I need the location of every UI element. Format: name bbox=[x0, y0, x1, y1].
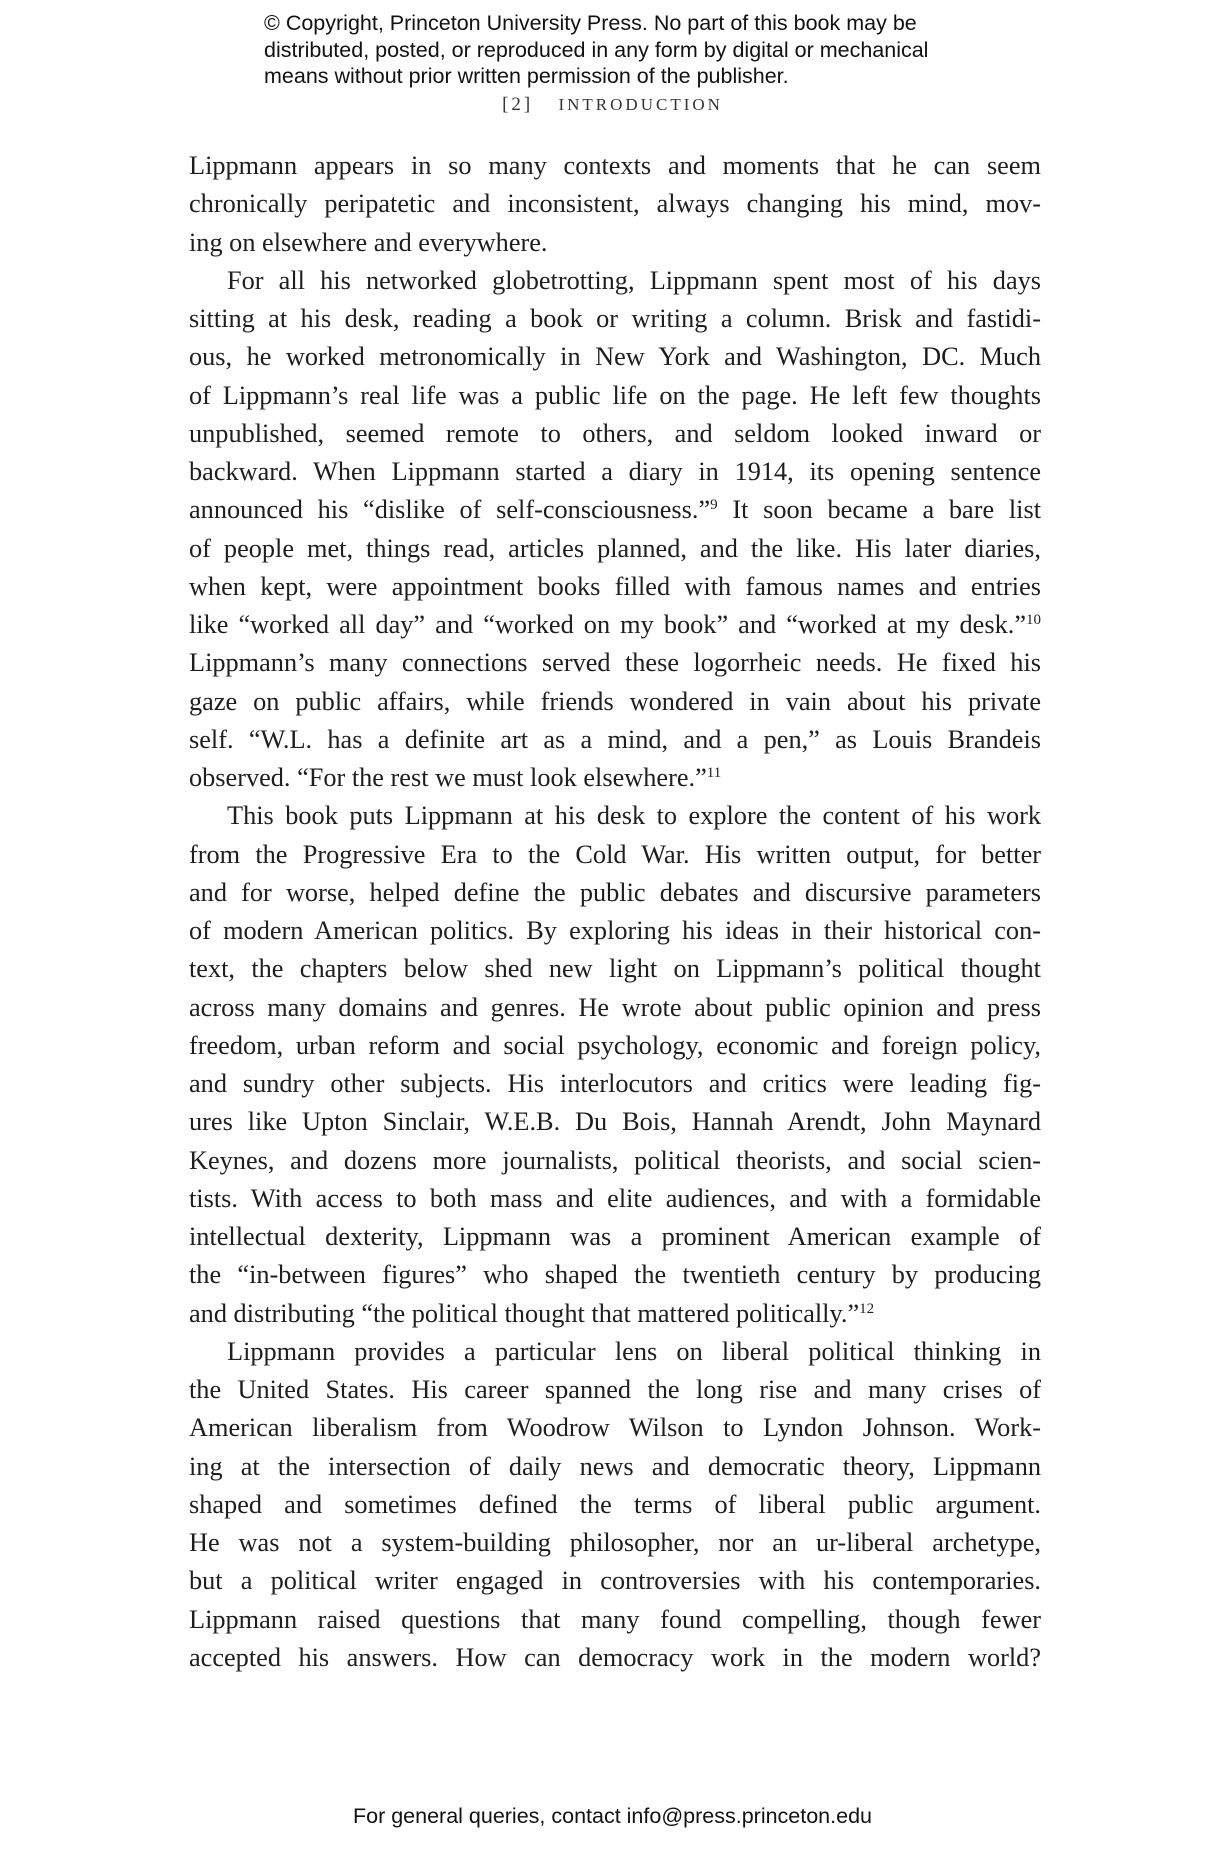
copyright-line: © Copyright, Princeton University Press. No part of this book may be bbox=[264, 11, 917, 35]
text-line: chronically peripatetic and inconsistent, always changing his mind, mov- bbox=[189, 189, 1041, 219]
text-line: For all his networked globetrotting, Lippmann spent most of his days bbox=[227, 265, 1041, 295]
text-line: Lippmann raised questions that many found compelling, though fewer bbox=[189, 1604, 1041, 1634]
text-line: from the Progressive Era to the Cold War. His written output, for better bbox=[189, 839, 1041, 869]
text-span: announced his “dislike of self-consciousness.” bbox=[189, 495, 711, 525]
text-line bbox=[189, 759, 1041, 797]
text-line: ures like Upton Sinclair, W.E.B. Du Bois, Hannah Arendt, John Maynard bbox=[189, 1107, 1041, 1137]
text-span: It soon became a bare list bbox=[717, 495, 1042, 525]
paragraph bbox=[189, 1333, 1041, 1677]
text-line: but a political writer engaged in controversies with his contemporaries. bbox=[189, 1566, 1041, 1596]
text-line: of modern American politics. By exploring his ideas in their historical con- bbox=[189, 916, 1041, 945]
text-span: like “worked all day” and “worked on my book” and “worked at my desk.” bbox=[189, 610, 1026, 639]
text-line: unpublished, seemed remote to others, and seldom looked inward or bbox=[189, 418, 1041, 448]
running-head bbox=[0, 94, 1225, 116]
text-line: and sundry other subjects. His interlocutors and critics were leading fig- bbox=[189, 1069, 1041, 1098]
footer-contact: For general queries, contact info@press.princeton.edu bbox=[352, 1804, 872, 1828]
chapter-title: INTRODUCTION bbox=[558, 95, 723, 114]
text-line: of Lippmann’s real life was a public life on the page. He left few thoughts bbox=[189, 380, 1041, 410]
text-line: text, the chapters below shed new light on Lippmann’s political thought bbox=[189, 954, 1041, 984]
text-line bbox=[189, 1295, 1041, 1333]
footnote-marker[interactable]: 9 bbox=[710, 497, 718, 514]
text-line bbox=[189, 491, 1041, 529]
text-line: the United States. His career spanned the long rise and many crises of bbox=[189, 1375, 1041, 1404]
text-line: backward. When Lippmann started a diary in 1914, its opening sentence bbox=[189, 457, 1041, 486]
text-line: when kept, were appointment books filled with famous names and entries bbox=[189, 571, 1041, 601]
text-line: Keynes, and dozens more journalists, political theorists, and social scien- bbox=[189, 1145, 1041, 1175]
text-line: freedom, urban reform and social psychology, economic and foreign policy, bbox=[189, 1030, 1041, 1060]
text-line: ing on elsewhere and everywhere. bbox=[189, 227, 548, 257]
text-line: self. “W.L. has a definite art as a mind, and a pen,” as Louis Brandeis bbox=[189, 724, 1041, 754]
footnote-marker[interactable]: 10 bbox=[1026, 612, 1041, 628]
text-line: tists. With access to both mass and elite audiences, and with a formidable bbox=[189, 1183, 1041, 1213]
text-line: sitting at his desk, reading a book or writing a column. Brisk and fastidi- bbox=[189, 304, 1041, 333]
text-line: the “in-between figures” who shaped the twentieth century by producing bbox=[189, 1260, 1041, 1290]
paragraph bbox=[189, 147, 1041, 262]
text-span: and distributing “the political thought that mattered politically.” bbox=[189, 1298, 860, 1328]
paragraph bbox=[189, 797, 1041, 1333]
text-line: and for worse, helped define the public debates and discursive parameters bbox=[189, 877, 1041, 907]
text-line: Lippmann’s many connections served these logorrheic needs. He fixed his bbox=[189, 648, 1041, 678]
text-line: Lippmann provides a particular lens on liberal political thinking in bbox=[227, 1336, 1041, 1366]
text-line: across many domains and genres. He wrote about public opinion and press bbox=[189, 992, 1041, 1022]
text-line: He was not a system-building philosopher, nor an ur-liberal archetype, bbox=[189, 1528, 1041, 1557]
text-line: intellectual dexterity, Lippmann was a prominent American example of bbox=[189, 1222, 1041, 1251]
footnote-marker[interactable]: 12 bbox=[859, 1300, 875, 1317]
paragraph bbox=[189, 262, 1041, 798]
body-text bbox=[189, 147, 1041, 1677]
text-line: This book puts Lippmann at his desk to explore the content of his work bbox=[227, 801, 1041, 831]
page-number: [2] bbox=[502, 94, 534, 115]
text-line: Lippmann appears in so many contexts and moments that he can seem bbox=[189, 151, 1041, 180]
text-line: shaped and sometimes defined the terms of liberal public argument. bbox=[189, 1489, 1041, 1519]
text-line: American liberalism from Woodrow Wilson to Lyndon Johnson. Work- bbox=[189, 1413, 1041, 1443]
copyright-notice bbox=[264, 10, 984, 90]
text-line: of people met, things read, articles planned, and the like. His later diaries, bbox=[189, 533, 1041, 563]
text-line: ing at the intersection of daily news and democratic theory, Lippmann bbox=[189, 1451, 1041, 1481]
text-line: accepted his answers. How can democracy work in the modern world? bbox=[189, 1642, 1041, 1672]
copyright-line: means without prior written permission of the publisher. bbox=[264, 64, 789, 88]
footnote-marker[interactable]: 11 bbox=[706, 765, 722, 781]
text-line bbox=[189, 606, 1041, 644]
text-span: observed. “For the rest we must look elsewhere.” bbox=[189, 763, 707, 792]
copyright-line: distributed, posted, or reproduced in any form by digital or mechanical bbox=[264, 37, 929, 62]
text-line: ous, he worked metronomically in New York and Washington, DC. Much bbox=[189, 342, 1041, 372]
text-line: gaze on public affairs, while friends wondered in vain about his private bbox=[189, 686, 1041, 716]
